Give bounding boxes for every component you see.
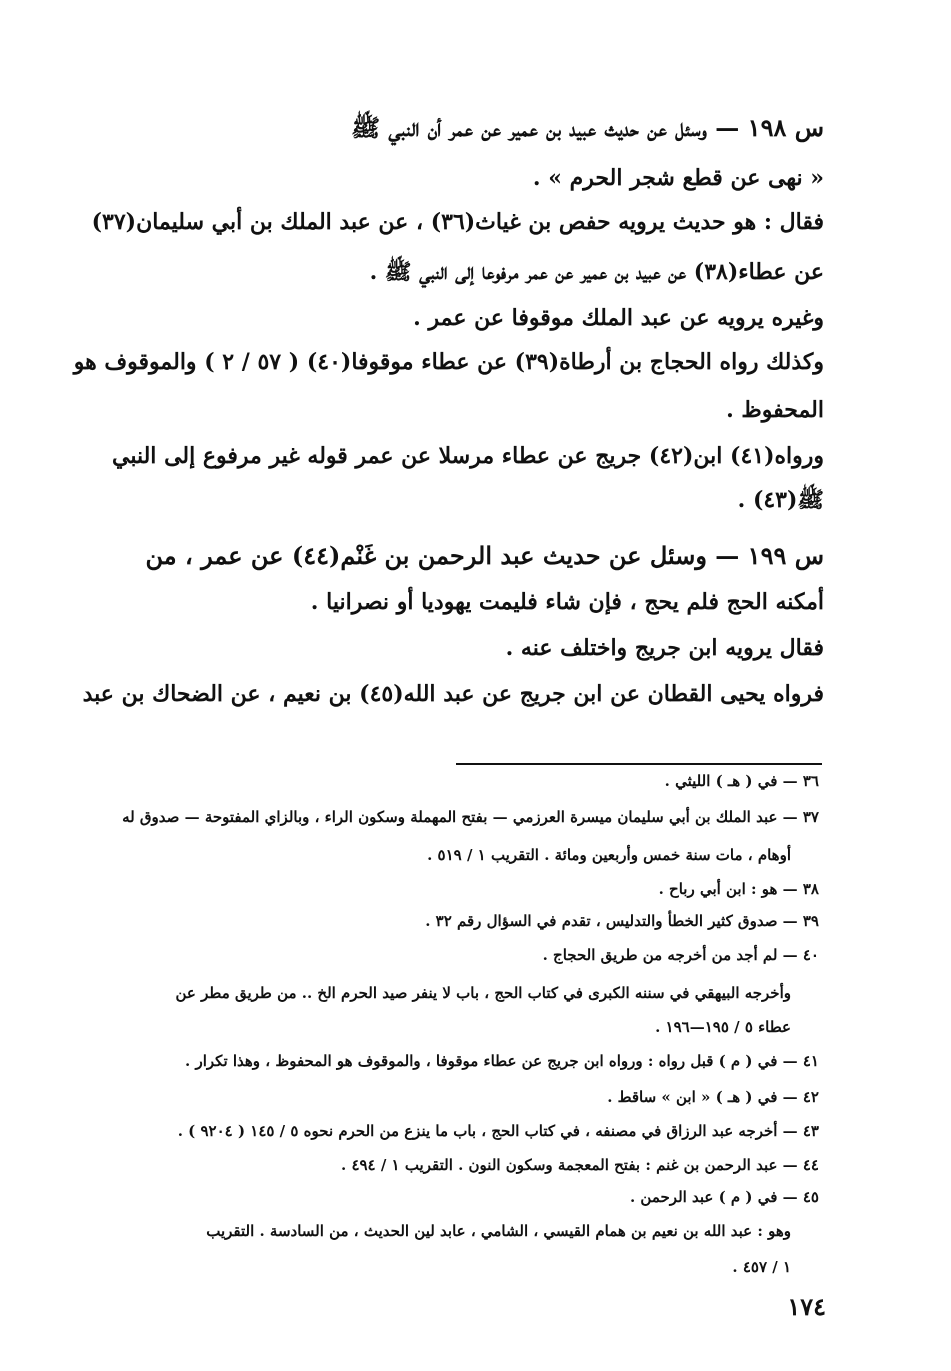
body-line: « نهى عن قطع شجر الحرم » . (532, 165, 824, 191)
footnote: ٤٤ — عبد الرحمن بن غنم : بفتح المعجمة وسكون النون . التقريب ١ / ٤٩٤ . (340, 1156, 819, 1174)
question-199-heading: س ١٩٩ — وسئل عن حديث عبد الرحمن بن غَنْم(٤٤) عن عمر ، من (145, 541, 824, 570)
footnote: ٤٢ — في ( هـ ) « ابن » ساقط . (607, 1088, 819, 1106)
body-line: فرواه يحيى القطان عن ابن جريج عن عبد الله(٤٥) بن نعيم ، عن الضحاك بن عبد (82, 681, 824, 707)
page-number: ١٧٤ (787, 1292, 826, 1321)
footnote-continuation: أوهام ، مات سنة خمس وأربعين ومائة . التقريب ١ / ٥١٩ . (427, 846, 791, 864)
body-line: فقال : هو حديث يرويه حفص بن غياث(٣٦) ، عن عبد الملك بن أبي سليمان(٣٧) (91, 209, 824, 235)
body-line: وكذلك رواه الحجاج بن أرطاة(٣٩) عن عطاء موقوفا(٤٠) ( ٥٧ / ٢ ) والموقوف هو (73, 349, 824, 375)
footnote-continuation: عطاء ٥ / ١٩٥—١٩٦ . (655, 1018, 791, 1036)
body-line: وغيره يرويه عن عبد الملك موقوفا عن عمر . (413, 305, 824, 331)
footnote-divider (456, 763, 822, 765)
body-line: المحفوظ . (726, 397, 824, 423)
footnote: ٣٧ — عبد الملك بن أبي سليمان ميسرة العرزمي — بفتح المهملة وسكون الراء ، وبالزاي المفتوحة — صدوق له (122, 808, 819, 826)
body-line: ورواه(٤١) ابن(٤٢) جريج عن عطاء مرسلا عن عمر قوله غير مرفوع إلى النبي (111, 443, 824, 469)
body-line: عن عطاء(٣٨) عن عبيد بن عمير عن عمر مرفوعا إلى النبي ﷺ . (369, 259, 824, 285)
footnote: ٣٩ — صدوق كثير الخطأ والتدليس ، تقدم في السؤال رقم ٣٢ . (425, 912, 819, 930)
question-198-heading: س ١٩٨ — وسئل عن حديث عبيد بن عمير عن عمر أن النبي ﷺ (351, 113, 824, 142)
body-line: ﷺ(٤٣) . (737, 487, 824, 513)
footnote: ٤٣ — أخرجه عبد الرزاق في مصنفه ، في كتاب الحج ، باب ما ينزع من الحرم نحوه ٥ / ١٤٥ ( ٩٢٠٤ ) . (177, 1122, 819, 1140)
footnote: ٣٦ — في ( هـ ) الليثي . (664, 772, 819, 790)
body-line: فقال يرويه ابن جريج واختلف عنه . (505, 635, 824, 661)
footnote-continuation: وأخرجه البيهقي في سننه الكبرى في كتاب الحج ، باب لا ينفر صيد الحرم الخ .. من طريق مطر عن (175, 984, 791, 1002)
footnote: ٣٨ — هو : ابن أبي رباح . (658, 880, 819, 898)
footnote: ٤٠ — لم أجد من أخرجه من طريق الحجاج . (542, 946, 819, 964)
footnote: ٤١ — في ( م ) قبل رواه : ورواه ابن جريج عن عطاء موقوفا ، والموقوف هو المحفوظ ، وهذا تكرار . (185, 1052, 819, 1070)
footnote: ٤٥ — في ( م ) عبد الرحمن . (629, 1188, 819, 1206)
footnote-continuation: وهو : عبد الله بن نعيم بن همام القيسي ، الشامي ، عابد لين الحديث ، من السادسة . التقريب (206, 1222, 791, 1240)
body-line: أمكنه الحج فلم يحج ، فإن شاء فليمت يهوديا أو نصرانيا . (310, 589, 824, 615)
footnote-continuation: ١ / ٤٥٧ . (732, 1258, 791, 1276)
